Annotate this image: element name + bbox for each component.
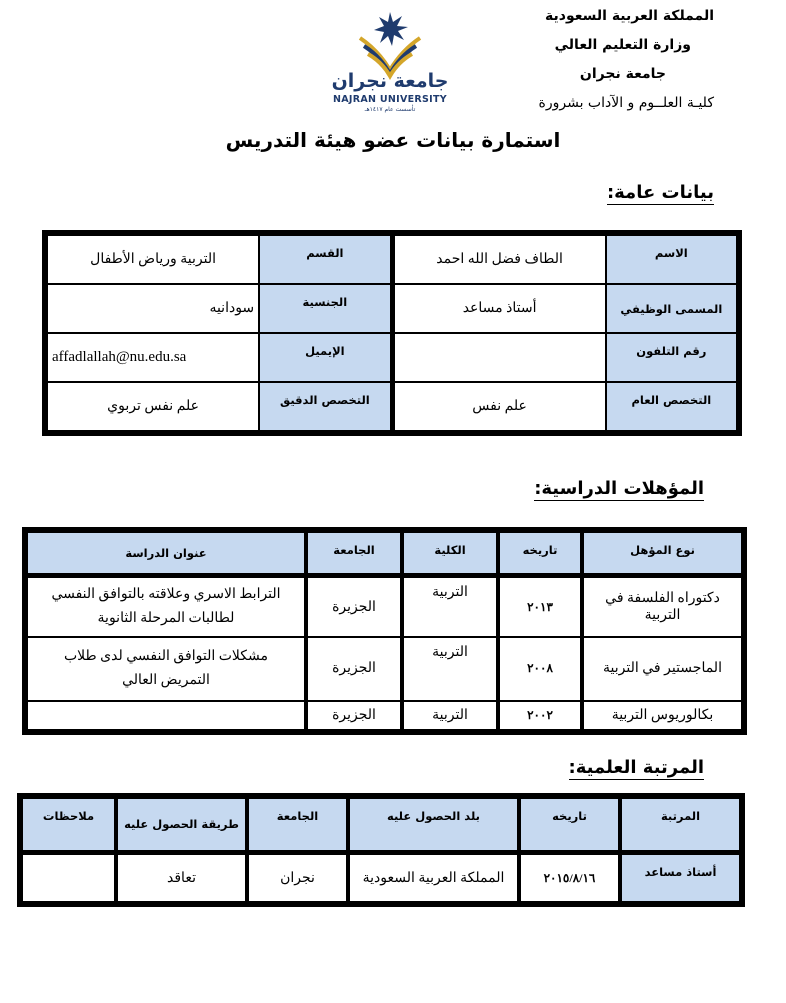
section-heading-rank: المرتبة العلمية: <box>568 757 704 778</box>
col-qualification-type: نوع المؤهل <box>581 532 742 574</box>
rank-value: أستاذ مساعد <box>619 851 740 902</box>
qualification-type: بكالوريوس التربية <box>581 701 742 731</box>
table-row <box>47 333 737 382</box>
general-info-table <box>42 230 742 436</box>
label-phone: رقم التلفون <box>606 333 737 382</box>
value-job-title: أستاذ مساعد <box>394 284 606 333</box>
rank-university: نجران <box>246 851 347 902</box>
qualification-university: الجزيرة <box>305 701 401 731</box>
col-study-title: عنوان الدراسة <box>27 532 305 574</box>
label-specific-specialization: التخصص الدقيق <box>259 382 393 431</box>
col-university: الجامعة <box>305 532 401 574</box>
label-general-specialization: التخصص العام <box>606 382 737 431</box>
qualification-study-title <box>27 574 305 637</box>
section-heading-general: بيانات عامة: <box>606 182 714 203</box>
header-college: كليـة العلــوم و الآداب بشرورة <box>538 95 714 111</box>
value-phone <box>394 333 606 382</box>
label-name: الاسم <box>606 235 737 284</box>
qualification-college: التربية <box>401 701 497 731</box>
col-rank: المرتبة <box>619 798 740 851</box>
value-nationality: سودانيه <box>47 284 259 333</box>
table-header-row <box>27 532 742 574</box>
table-row <box>27 574 742 637</box>
value-name: الطاف فضل الله احمد <box>394 235 606 284</box>
qualification-study-title <box>27 701 305 731</box>
qualification-date: ٢٠٠٢ <box>497 701 581 731</box>
logo-subtitle: تأسست عام ١٤١٧هـ <box>364 106 416 113</box>
value-general-specialization: علم نفس <box>394 382 606 431</box>
page-title: استمارة بيانات عضو هيئة التدريس <box>225 128 561 152</box>
col-date: تاريخه <box>497 532 581 574</box>
table-row <box>27 701 742 731</box>
logo-arabic-name: جامعة نجران <box>331 70 449 92</box>
label-nationality: الجنسية <box>259 284 393 333</box>
logo-english-name: NAJRAN UNIVERSITY <box>333 94 447 105</box>
value-specific-specialization: علم نفس تربوي <box>47 382 259 431</box>
value-department: التربية ورياض الأطفال <box>47 235 259 284</box>
study-title-line2: لطالبات المرحلة الثانوية <box>97 611 235 627</box>
table-row <box>22 851 740 902</box>
rank-method: تعاقد <box>115 851 246 902</box>
qualification-college: التربية <box>401 637 497 700</box>
header-ministry: وزارة التعليم العالي <box>554 37 691 53</box>
study-title-line2: التمريض العالي <box>122 672 210 688</box>
value-email: affadlallah@nu.edu.sa <box>47 333 259 382</box>
col-college: الكلية <box>401 532 497 574</box>
qualification-type: الماجستير في التربية <box>581 637 742 700</box>
study-title-line1: الترابط الاسري وعلاقته بالتوافق النفسي <box>51 587 281 603</box>
table-row <box>47 382 737 431</box>
header-kingdom: المملكة العربية السعودية <box>545 8 714 24</box>
study-title-line1: مشكلات التوافق النفسي لدى طلاب <box>64 648 268 664</box>
qualification-date: ٢٠١٣ <box>497 574 581 637</box>
rank-table <box>17 793 745 907</box>
col-country: بلد الحصول عليه <box>347 798 518 851</box>
label-email: الإيميل <box>259 333 393 382</box>
qualifications-table <box>22 527 747 735</box>
qualification-university: الجزيرة <box>305 574 401 637</box>
rank-date: ٢٠١٥/٨/١٦ <box>518 851 619 902</box>
label-job-title: المسمى الوظيفي <box>606 284 737 333</box>
qualification-university: الجزيرة <box>305 637 401 700</box>
rank-country: المملكة العربية السعودية <box>347 851 518 902</box>
col-university: الجامعة <box>246 798 347 851</box>
table-header-row <box>22 798 740 851</box>
col-notes: ملاحظات <box>22 798 115 851</box>
table-row <box>47 284 737 333</box>
table-row <box>47 235 737 284</box>
qualification-college: التربية <box>401 574 497 637</box>
table-row <box>27 637 742 700</box>
qualification-type: دكتوراه الفلسفة في التربية <box>581 574 742 637</box>
rank-notes <box>22 851 115 902</box>
header-university: جامعة نجران <box>579 66 666 82</box>
qualification-date: ٢٠٠٨ <box>497 637 581 700</box>
section-heading-qualifications: المؤهلات الدراسية: <box>534 478 704 499</box>
qualification-study-title <box>27 637 305 700</box>
label-department: القسم <box>259 235 393 284</box>
col-date: تاريخه <box>518 798 619 851</box>
col-method: طريقة الحصول عليه <box>115 798 246 851</box>
university-logo <box>330 8 450 118</box>
